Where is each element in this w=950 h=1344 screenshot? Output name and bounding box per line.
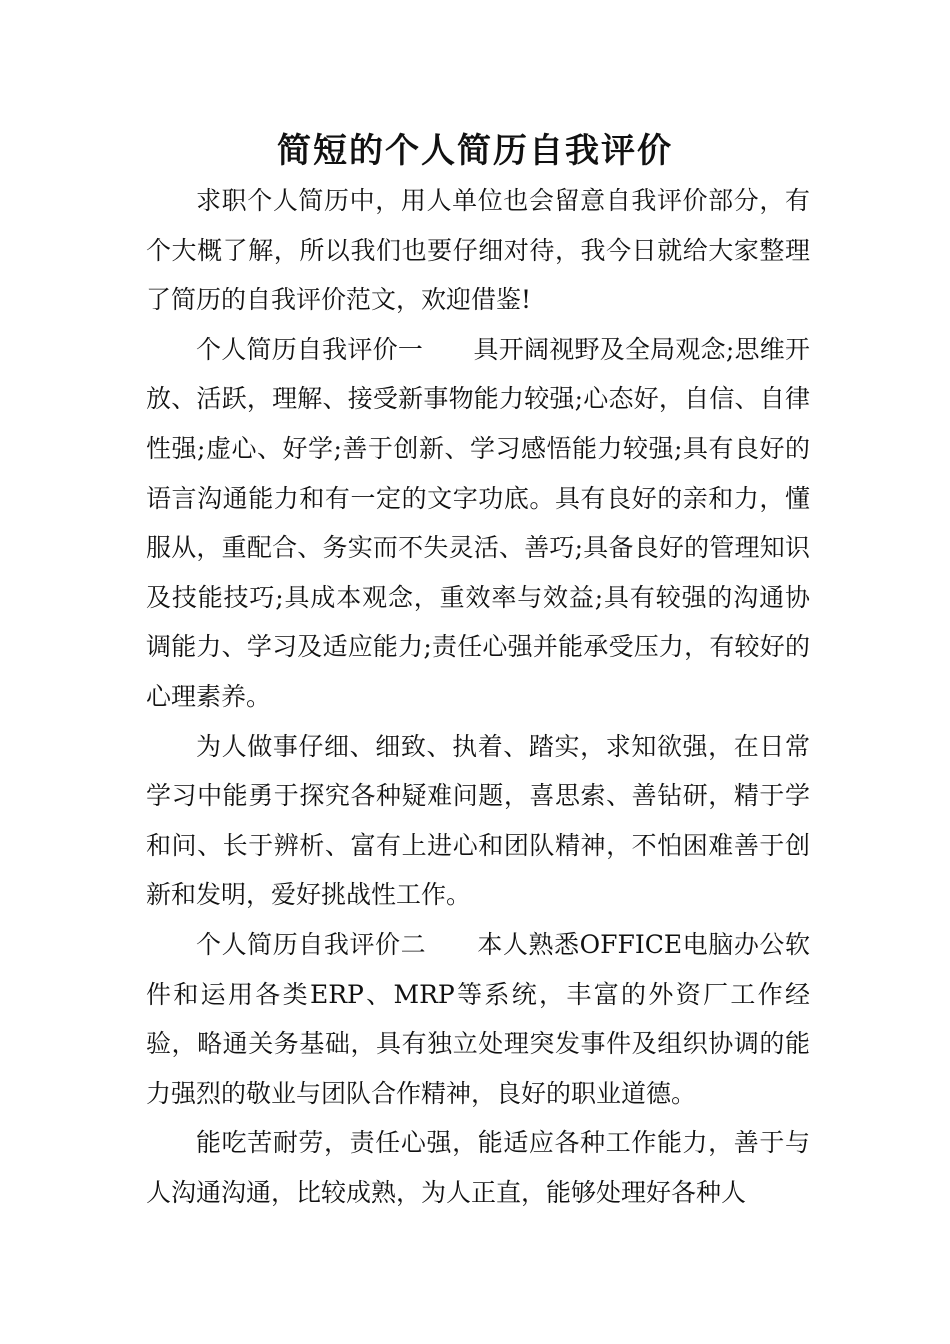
paragraph-work-attitude: 能吃苦耐劳，责任心强，能适应各种工作能力，善于与人沟通沟通，比较成熟，为人正直，能够处理好各种人 xyxy=(146,1128,810,1207)
document-body xyxy=(146,176,810,1217)
document-title: 简短的个人简历自我评价 xyxy=(277,131,673,171)
paragraph-personality: 为人做事仔细、细致、执着、踏实，求知欲强，在日常学习中能勇于探究各种疑难问题，喜思索、善钻研，精于学和问、长于辨析、富有上进心和团队精神，不怕困难善于创新和发明，爱好挑战性工作。 xyxy=(146,731,810,910)
paragraph-evaluation-two: 个人简历自我评价二 本人熟悉OFFICE电脑办公软件和运用各类ERP、MRP等系统，丰富的外资厂工作经验，略通关务基础，具有独立处理突发事件及组织协调的能力强烈的敬业与团队合作精神，良好的职业道德。 xyxy=(146,929,810,1108)
paragraph-intro: 求职个人简历中，用人单位也会留意自我评价部分，有个大概了解，所以我们也要仔细对待，我今日就给大家整理了简历的自我评价范文，欢迎借鉴! xyxy=(146,186,810,315)
paragraph-evaluation-one: 个人简历自我评价一 具开阔视野及全局观念;思维开放、活跃，理解、接受新事物能力较强;心态好，自信、自律性强;虚心、好学;善于创新、学习感悟能力较强;具有良好的语言沟通能力和有一定的文字功底。具有良好的亲和力，懂服从，重配合、务实而不失灵活、善巧;具备良好的管理知识及技能技巧;具成本观念，重效率与效益;具有较强的沟通协调能力、学习及适应能力;责任心强并能承受压力，有较好的心理素养。 xyxy=(146,334,810,711)
